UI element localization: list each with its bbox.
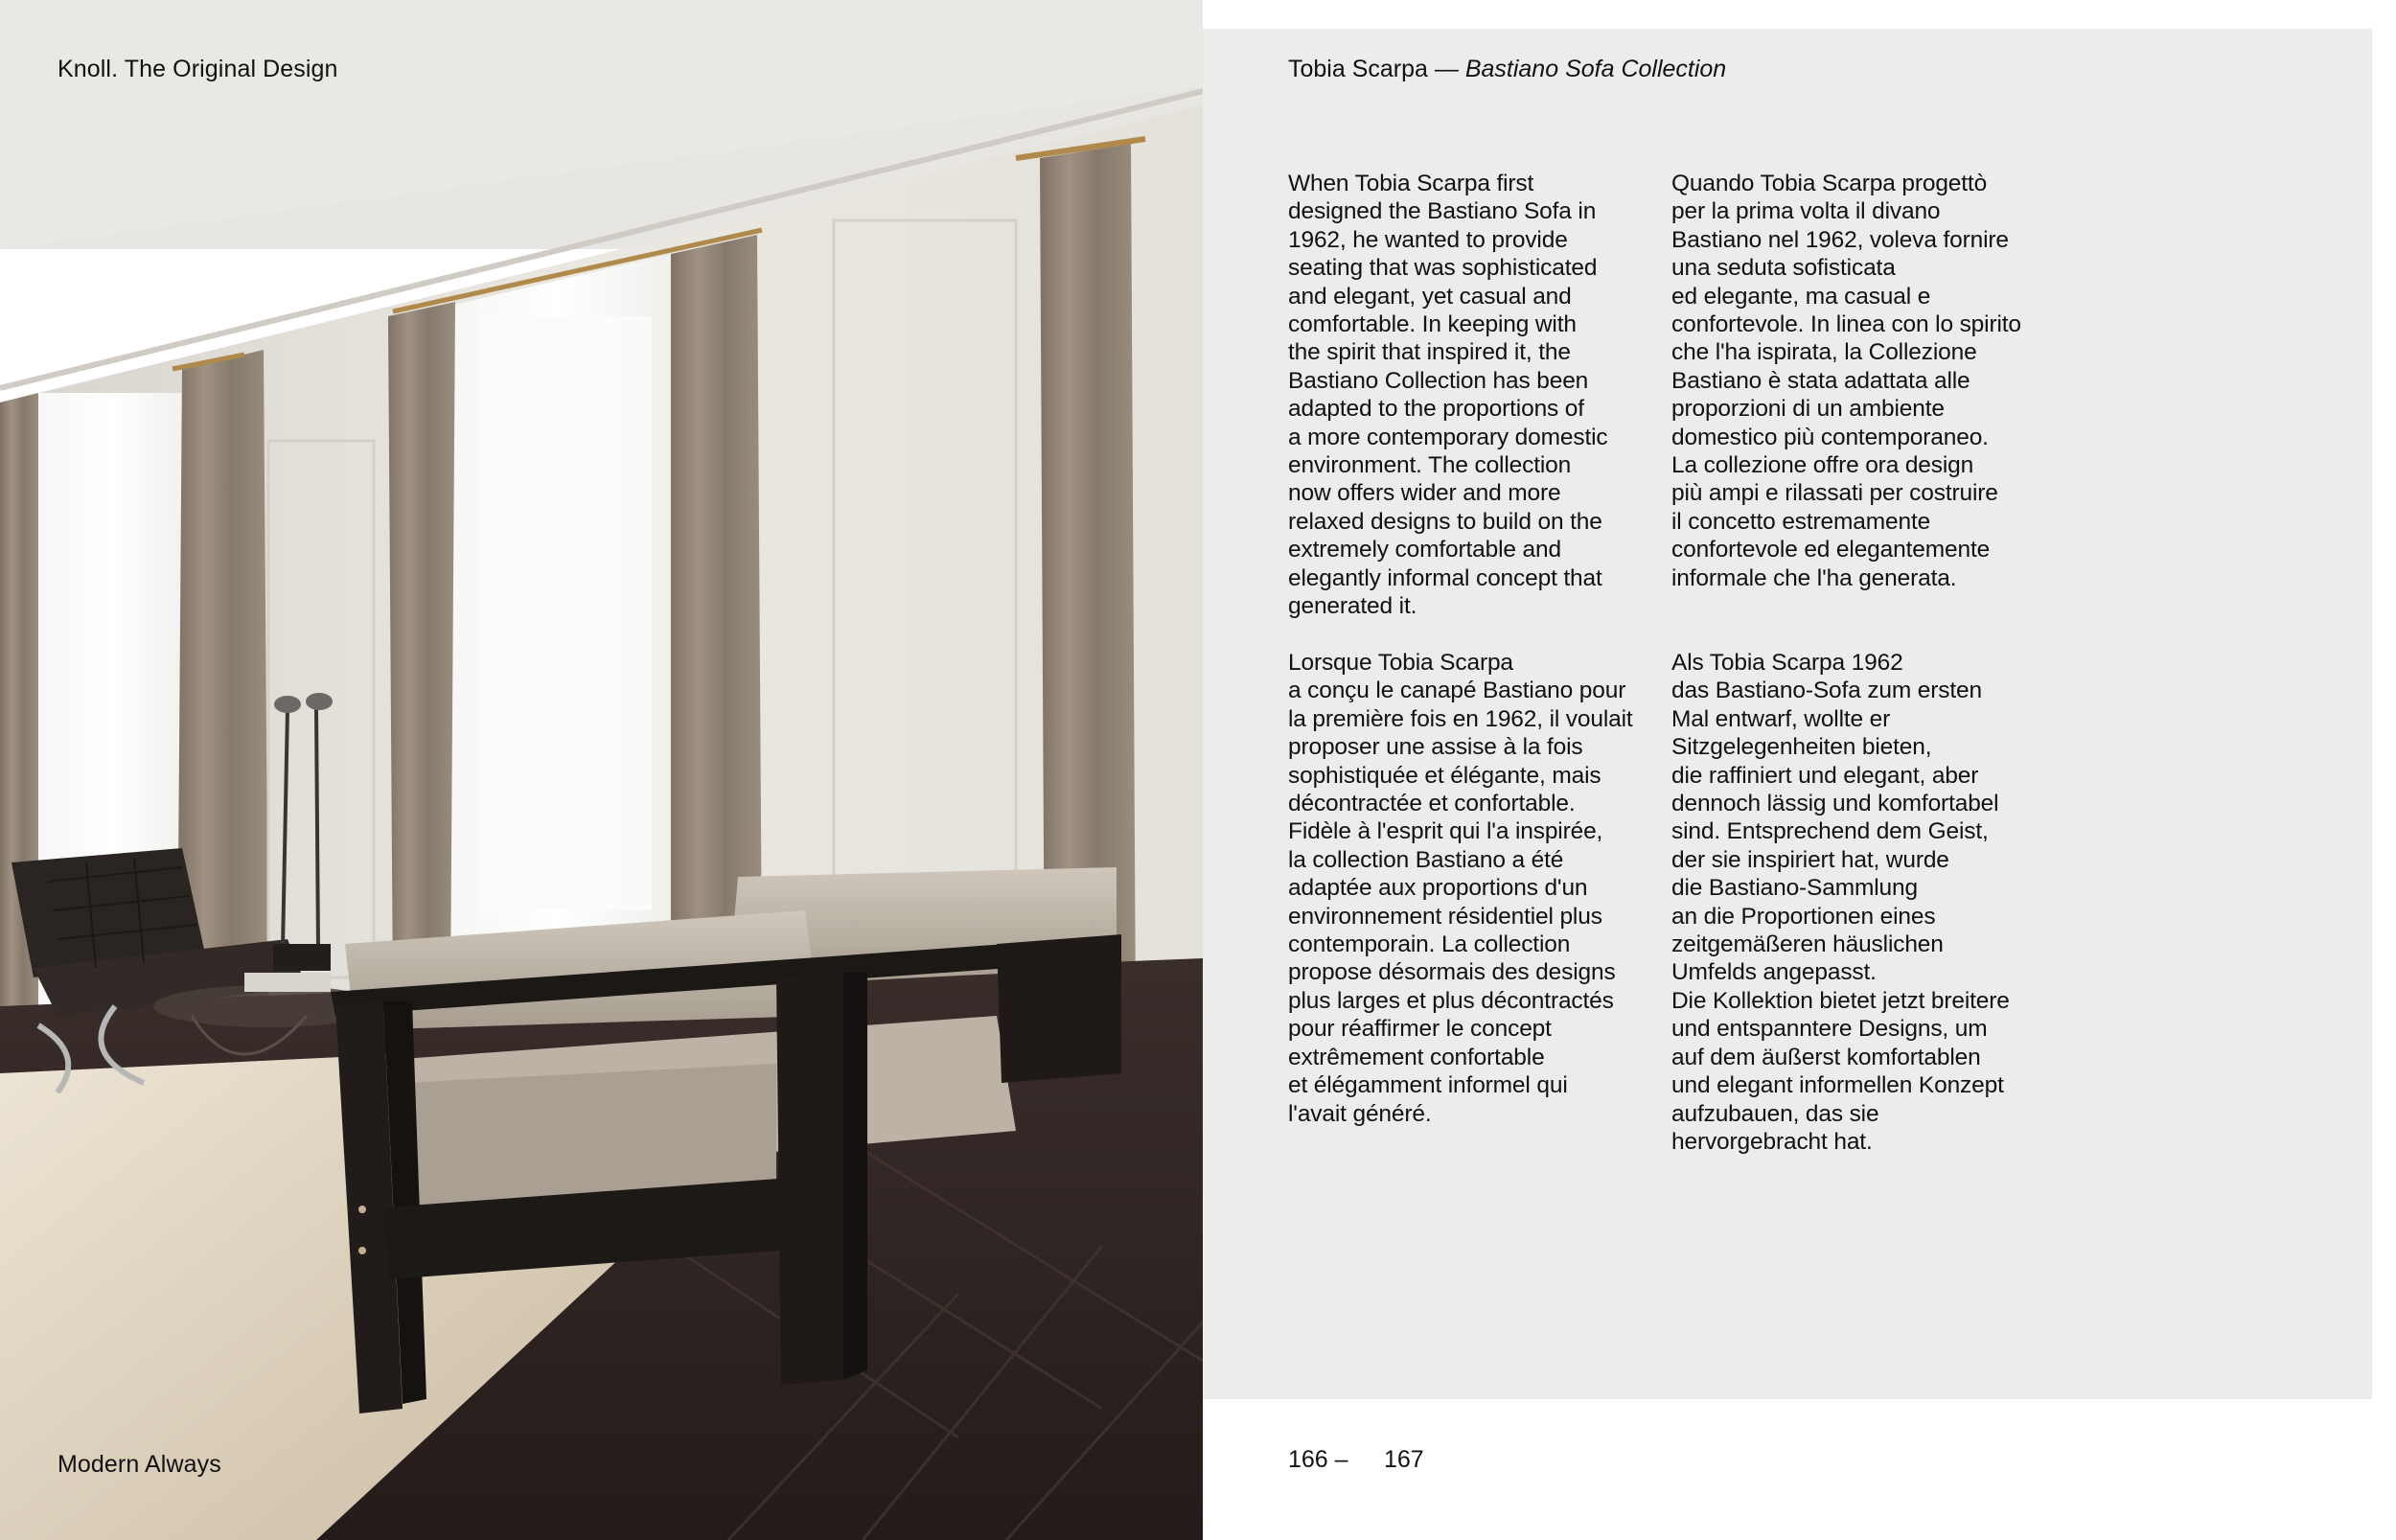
page-number-left: 166 – [1288, 1446, 1348, 1473]
page-numbers [1288, 1446, 1424, 1474]
left-header: Knoll. The Original Design [58, 56, 338, 82]
paragraph-german: Als Tobia Scarpa 1962 das Bastiano-Sofa zum ersten Mal entwarf, wollte er Sitzgelegenheiten bieten, die raffiniert und elegant, aber dennoch lässig und komfortabel sind. Entsprechend dem Geist, der sie inspiriert hat, wurde die Bastiano-Sammlung an die Proportionen eines zeitgemäßeren häuslichen Umfelds angepasst. Die Kollektion bietet jetzt breitere und entspanntere Designs, um auf dem äußerst komfortablen und elegant informellen Konzept aufzubauen, das sie hervorgebracht hat. [1671, 650, 2010, 1155]
right-header [1288, 56, 1726, 83]
paragraph-italian: Quando Tobia Scarpa progettò per la prima volta il divano Bastiano nel 1962, voleva fornire una seduta sofisticata ed elegante, ma casual e confortevole. In linea con lo spirito che l'ha ispirata, la Collezione Bastiano è stata adattata alle proporzioni di un ambiente domestico più contemporaneo. La collezione offre ora design più ampi e rilassati per costruire il concetto estremamente confortevole ed elegantemente informale che l'ha generata. [1671, 171, 2021, 591]
header-title: Bastiano Sofa Collection [1464, 56, 1727, 82]
paragraph-english: When Tobia Scarpa first designed the Bastiano Sofa in 1962, he wanted to provide seating that was sophisticated and elegant, yet casual and comfortable. In keeping with the spirit that inspired it, the Bastiano Collection has been adapted to the proportions of a more contemporary domestic environment. The collection now offers wider and more relaxed designs to build on the extremely comfortable and elegantly informal concept that generated it. [1288, 171, 1608, 620]
header-author: Tobia Scarpa — [1288, 56, 1459, 82]
paragraph-french: Lorsque Tobia Scarpa a conçu le canapé Bastiano pour la première fois en 1962, il voulait proposer une assise à la fois sophistiquée et élégante, mais décontractée et confortable. Fidèle à l'esprit qui l'a inspirée, la collection Bastiano a été adaptée aux proportions d'un environnement résidentiel plus contemporain. La collection propose désormais des designs plus larges et plus décontractés pour réaffirmer le concept extrêmement confortable et élégamment informel qui l'avait généré. [1288, 650, 1633, 1127]
left-footer: Modern Always [58, 1451, 221, 1478]
page-number-right: 167 [1384, 1446, 1424, 1473]
right-page [1203, 0, 2396, 1540]
